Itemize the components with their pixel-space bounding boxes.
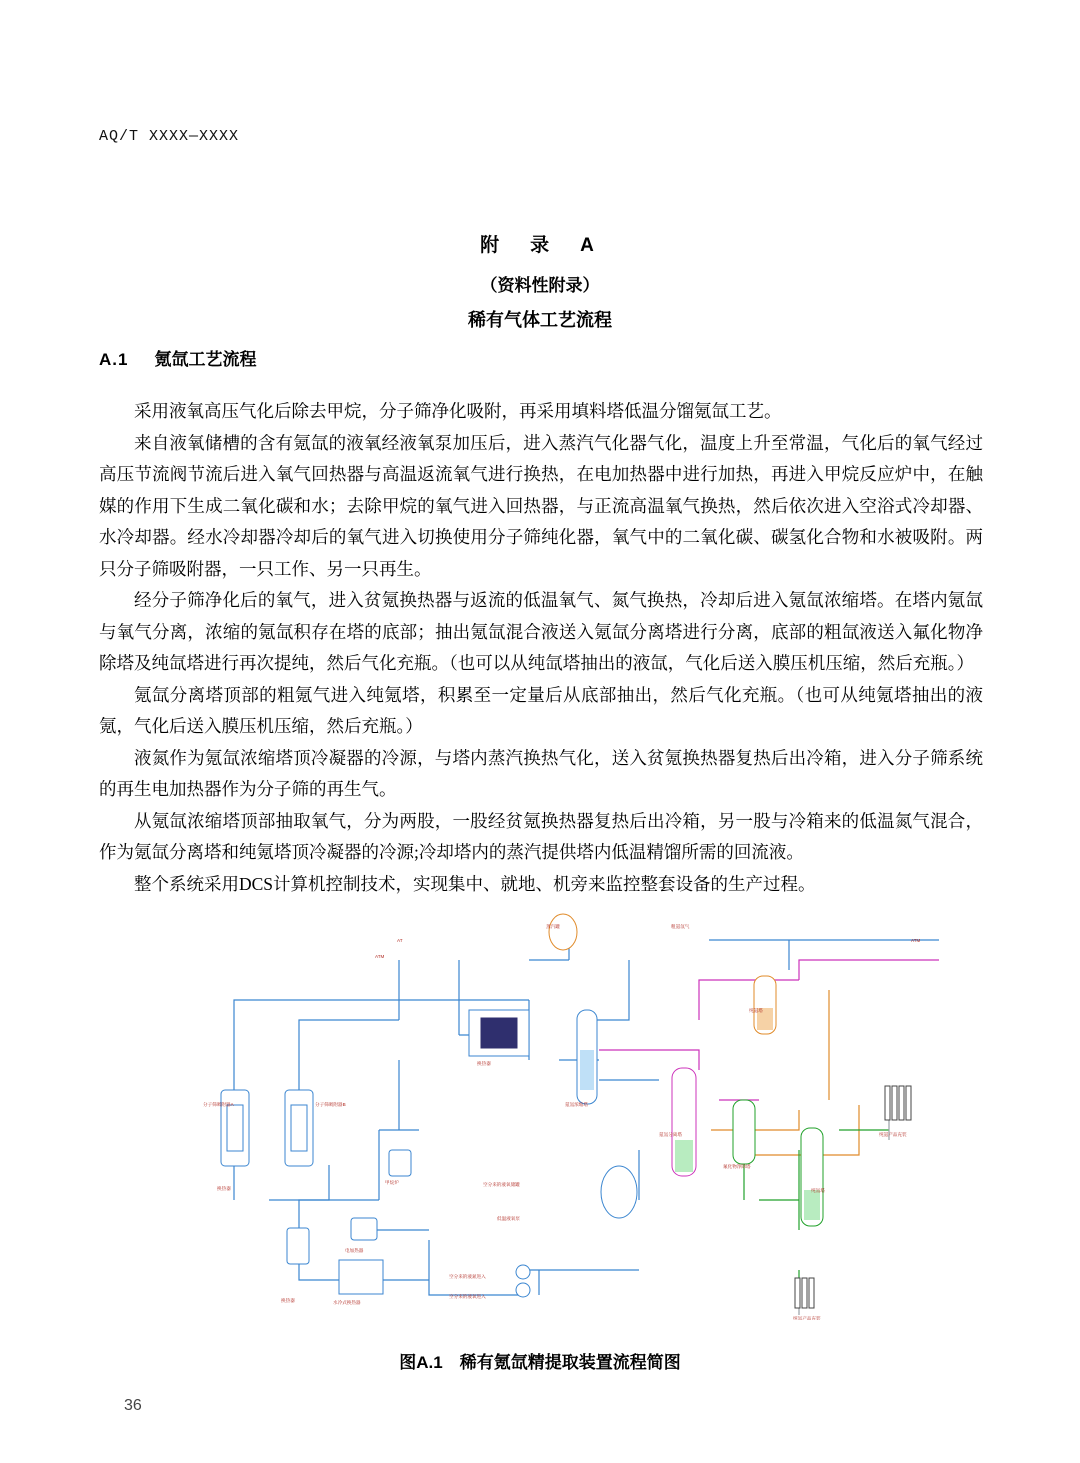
label-atm-top: ATM xyxy=(375,954,385,959)
label-kr-xe-concentrator: 氪氙浓缩塔 xyxy=(565,1102,588,1107)
label-pure-xe-product: 纯氙产品充装 xyxy=(793,1316,821,1320)
equipment-group xyxy=(221,914,911,1308)
label-lox-inlet: 空分来的液氧进入 xyxy=(449,1294,486,1299)
label-heat-exchanger-2: 换热器 xyxy=(217,1186,231,1191)
label-steam-tank: 蒸汽罐 xyxy=(546,924,560,929)
paragraph-5: 液氮作为氪氙浓缩塔顶冷凝器的冷源，与塔内蒸汽换热气化，送入贫氪换热器复热后出冷箱，进入分子筛系统的再生电加热器作为分子筛的再生气。 xyxy=(99,747,983,799)
paragraph-4: 氪氙分离塔顶部的粗氪气进入纯氪塔，积累至一定量后从底部抽出，然后气化充瓶。（也可从纯氪塔抽出的液氪，气化后送入膜压机压缩，然后充瓶。） xyxy=(99,684,983,736)
annex-subtitle: （资料性附录） xyxy=(480,276,600,295)
label-crude-gas: 粗氪氙气 xyxy=(671,924,690,929)
paragraph-1: 采用液氧高压气化后除去甲烷，分子筛净化吸附，再采用填料塔低温分馏氪氙工艺。 xyxy=(134,401,782,421)
paragraph-2: 来自液氧储槽的含有氪氙的液氧经液氧泵加压后，进入蒸汽气化器气化，温度上升至常温，气化后的氧气经过高压节流阀节流后进入氧气回热器与高温返流氧气进行换热，在电加热器中进行加热，再进入甲烷反应炉中，在触媒的作用下生成二氧化碳和水；去除甲烷的氧气进入回热器，与正流高温氧气换热，然后依次进入空浴式冷却器、水冷却器。经水冷却器冷却后的氧气进入切换使用分子筛纯化器，氧气中的二氧化碳、碳氢化合物和水被吸附。两只分子筛吸附器，一只工作、另一只再生。 xyxy=(99,432,983,579)
label-electric-heater: 电加热器 xyxy=(345,1248,364,1253)
label-atm-right: ATM xyxy=(911,938,921,943)
label-pure-kr-column: 纯氪塔 xyxy=(749,1008,763,1013)
paragraph-3: 经分子筛净化后的氧气，进入贫氪换热器与返流的低温氧气、氮气换热，冷却后进入氪氙浓缩塔。在塔内氪氙与氧气分离，浓缩的氪氙积存在塔的底部；抽出氪氙混合液送入氪氙分离塔进行分离，底部的粗氙液送入氟化物净除塔及纯氙塔进行再次提纯，然后气化充瓶。（也可以从纯氙塔抽出的液氙，气化后送入膜压机压缩，然后充瓶。） xyxy=(99,590,983,673)
annex-title: 附 录 A xyxy=(480,235,600,256)
label-ms-adsorber-b: 分子筛吸附器B xyxy=(315,1102,346,1107)
body-text xyxy=(99,396,983,900)
label-heat-exchanger-1: 换热器 xyxy=(477,1061,491,1066)
page-header-standard-code: AQ/T XXXX—XXXX xyxy=(99,128,240,145)
label-pure-xe-column: 纯氙塔 xyxy=(811,1188,825,1193)
label-lox-tank: 空分来的液氧储罐 xyxy=(483,1182,520,1187)
page-number: 36 xyxy=(124,1397,142,1414)
section-number: A.1 xyxy=(99,350,129,369)
label-kr-xe-separator: 氪氙分离塔 xyxy=(659,1132,682,1137)
flow-diagram-svg xyxy=(99,900,983,1320)
figure-caption: 图A.1 稀有氪氙精提取装置流程简图 xyxy=(399,1353,681,1372)
label-fluoride-removal: 氟化物净除塔 xyxy=(723,1164,751,1169)
process-flow-diagram xyxy=(99,900,983,1320)
label-methane-reactor: 甲烷炉 xyxy=(385,1180,399,1185)
label-ln2-inlet: 空分来的液氮进入 xyxy=(449,1274,486,1279)
section-title: 氪氙工艺流程 xyxy=(154,350,257,369)
label-lox-pump: 低温液氧泵 xyxy=(497,1216,520,1221)
label-at-top: AT xyxy=(397,938,403,943)
label-water-cooler: 水冷式换热器 xyxy=(333,1300,361,1305)
annex-heading-block xyxy=(0,230,1080,332)
paragraph-6: 从氪氙浓缩塔顶部抽取氧气，分为两股，一股经贫氪换热器复热后出冷箱，另一股与冷箱来的低温氮气混合，作为氪氙分离塔和纯氪塔顶冷凝器的冷源;冷却塔内的蒸汽提供塔内低温精馏所需的回流液。 xyxy=(99,810,983,862)
annex-name: 稀有气体工艺流程 xyxy=(468,310,612,330)
label-heat-exchanger-3: 换热器 xyxy=(281,1298,295,1303)
label-pure-kr-product: 纯氪产品充装 xyxy=(879,1132,907,1137)
paragraph-7: 整个系统采用DCS计算机控制技术，实现集中、就地、机旁来监控整套设备的生产过程。 xyxy=(134,873,816,894)
section-heading xyxy=(99,345,256,370)
label-ms-adsorber-a: 分子筛吸附器A xyxy=(203,1102,234,1107)
